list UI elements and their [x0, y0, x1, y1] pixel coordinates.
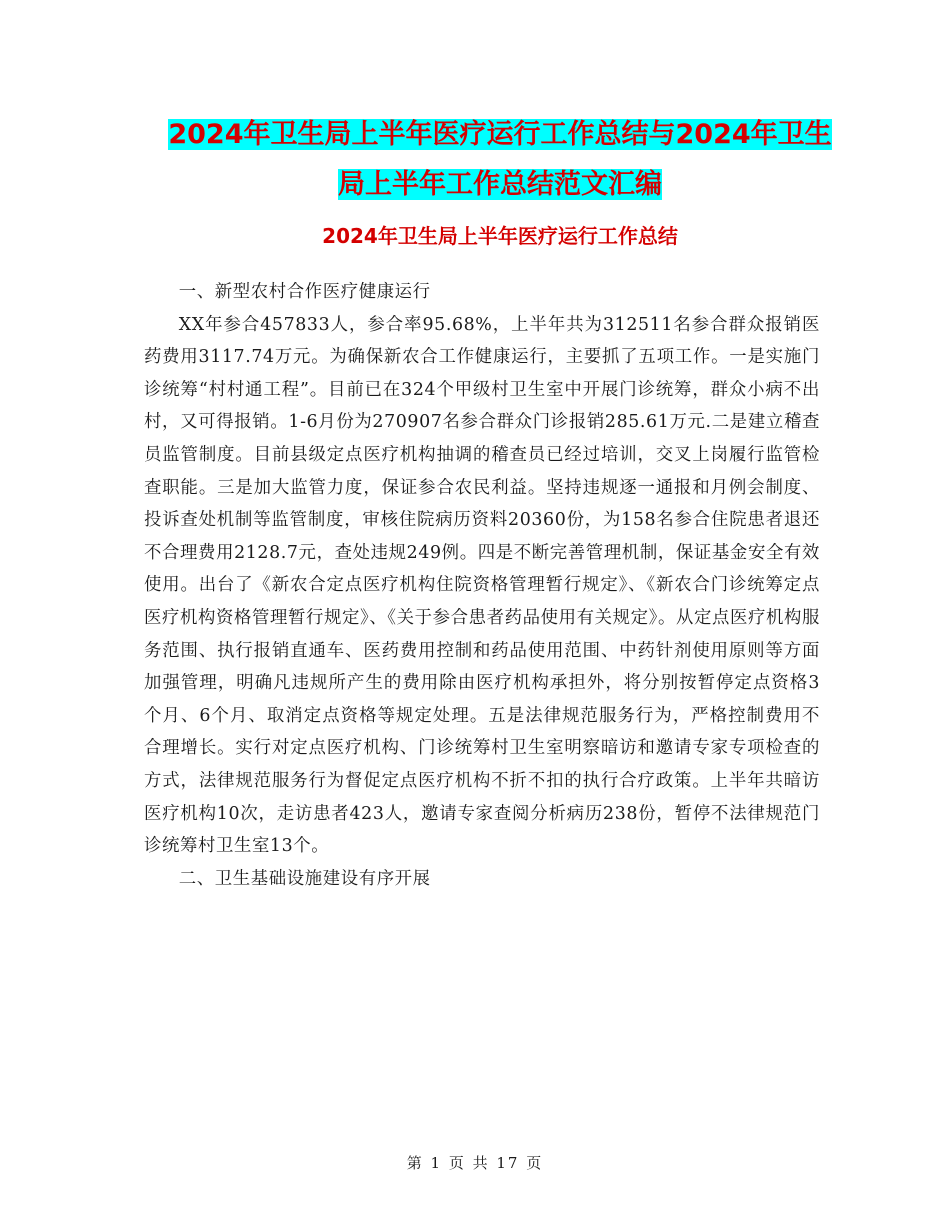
page-footer: 第 1 页 共 17 页	[406, 1154, 544, 1172]
section-title: 2024年卫生局上半年医疗运行工作总结	[322, 224, 678, 248]
heading-section-2: 二、卫生基础设施建设有序开展	[178, 868, 431, 889]
document-title-line-1: 2024年卫生局上半年医疗运行工作总结与2024年卫生	[168, 119, 832, 150]
body-paragraph: XX年参合457833人，参合率95.68%，上半年共为312511名参合群众报销医药费用3117.74万元。为确保新农合工作健康运行，主要抓了五项工作。一是实施门诊统筹“村村通工程”。目前已在324个甲级村卫生室中开展门诊统筹，群众小病不出村，又可得报销。1-6月份为270907名参合群众门诊报销285.61万元.二是建立稽查员监管制度。目前县级定点医疗机构抽调的稽查员已经过培训，交叉上岗履行监管检查职能。三是加大监管力度，保证参合农民利益。坚持违规逐一通报和月例会制度、投诉查处机制等监管制度，审核住院病历资料20360份，为158名参合住院患者退还不合理费用2128.7元，查处违规249例。四是不断完善管理机制，保证基金安全有效使用。出台了《新农合定点医疗机构住院资格管理暂行规定》、《新农合门诊统筹定点医疗机构资格管理暂行规定》、《关于参合患者药品使用有关规定》。从定点医疗机构服务范围、执行报销直通车、医药费用控制和药品使用范围、中药针剂使用原则等方面加强管理，明确凡违规所产生的费用除由医疗机构承担外，将分别按暂停定点资格3个月、6个月、取消定点资格等规定处理。五是法律规范服务行为，严格控制费用不合理增长。实行对定点医疗机构、门诊统筹村卫生室明察暗访和邀请专家专项检查的方式，法律规范服务行为督促定点医疗机构不折不扣的执行合疗政策。上半年共暗访医疗机构10次，走访患者423人，邀请专家查阅分析病历238份，暂停不法律规范门诊统筹村卫生室13个。	[144, 314, 820, 857]
heading-section-1: 一、新型农村合作医疗健康运行	[178, 282, 431, 302]
document-body	[144, 276, 820, 895]
document-title-line-2: 局上半年工作总结范文汇编	[338, 169, 662, 200]
document-title	[120, 110, 880, 210]
